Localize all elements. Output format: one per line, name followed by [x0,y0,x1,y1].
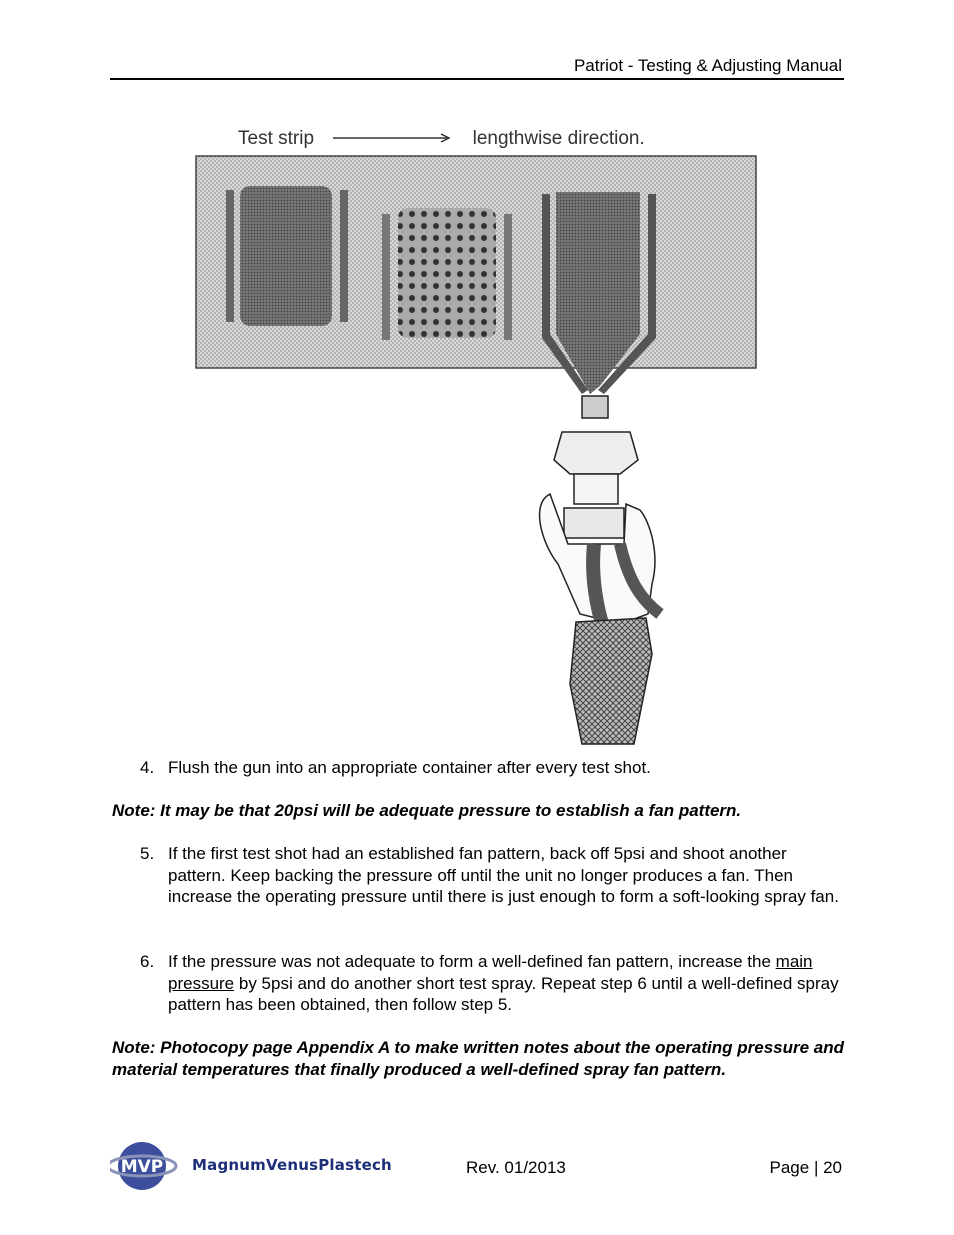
solid-pattern [240,186,332,326]
gun-nozzle [582,396,608,418]
brand-name: MagnumVenusPlastech [192,1156,392,1174]
header-title: Patriot - Testing & Adjusting Manual [573,56,842,75]
step-text: If the first test shot had an established fan pattern, back off 5psi and shoot another pattern. Keep backing the pressure off until the unit no longer produces a fan. Then increase the operating pressure until there is just enough to form a soft-looking spray fan. [168,844,839,906]
main-pressure-underlined: main pressure [168,952,813,993]
caption-left: Test strip [238,128,315,149]
company-logo [110,1140,400,1194]
step-text [168,951,840,1016]
hose-bundle [570,618,652,744]
header-rule [110,78,844,80]
step-text-part2: by 5psi and do another short test spray. Repeat step 6 until a well-defined spray pattern has been obtained, then follow step 5. [168,973,839,1014]
mvp-globe-icon [110,1140,190,1194]
revision: Rev. 01/2013 [466,1158,566,1177]
dotted-pattern [398,208,496,338]
step-text-part1: If the pressure was not adequate to form a well-defined fan pattern, increase the [168,952,771,971]
spray-pattern-figure [190,124,760,750]
note-photocopy: Note: Photocopy page Appendix A to make written notes about the operating pressure and material temperatures that finally produced a well-defined spray fan pattern. [112,1038,845,1079]
step-text: Flush the gun into an appropriate container after every test shot. [168,758,651,777]
step-number: 4. [140,758,155,777]
page-number: Page | 20 [769,1158,842,1177]
note-pressure: Note: It may be that 20psi will be adequate pressure to establish a fan pattern. [112,801,742,820]
caption-right: lengthwise direction. [472,128,645,149]
test-strip-illustration [190,124,760,750]
step-number: 5. [140,844,155,863]
logo-text: MVP [120,1157,164,1177]
step-number: 6. [140,952,155,971]
